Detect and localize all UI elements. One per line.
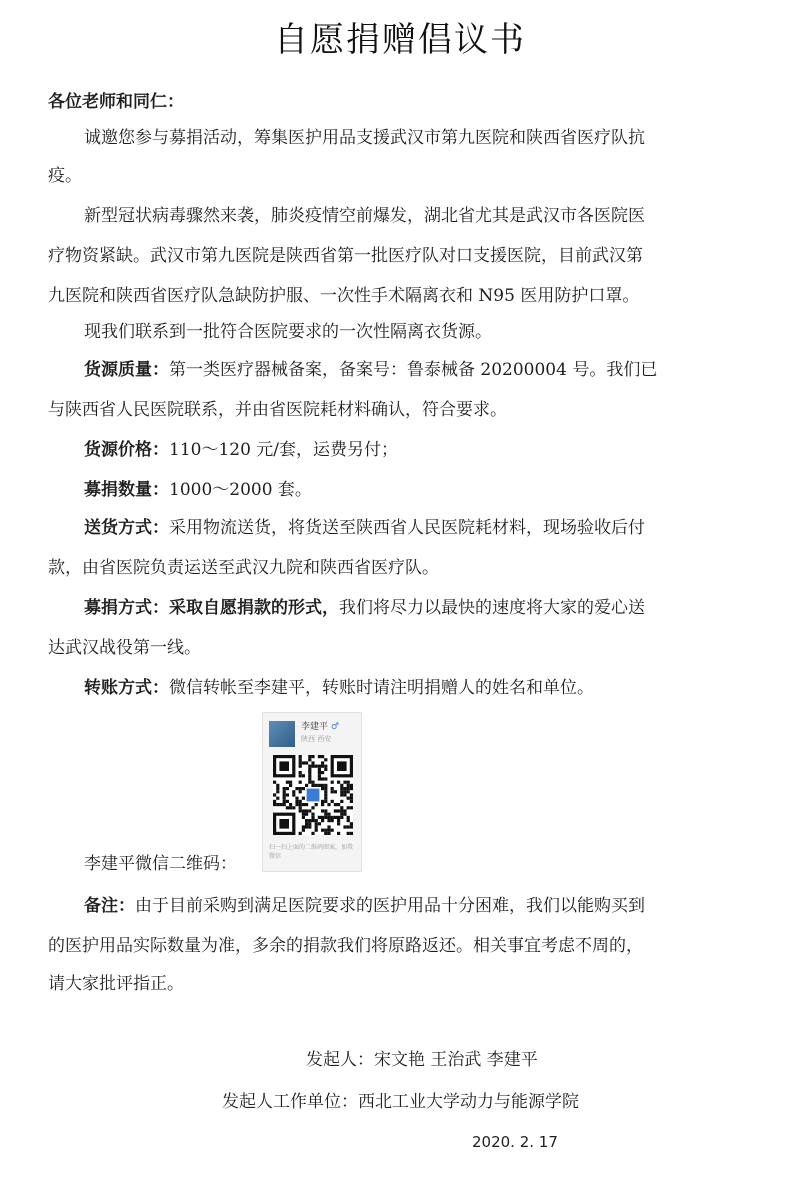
donation-line-2: 达武汉战役第一线。 [48,638,201,658]
qr-code-icon [273,755,353,835]
qr-card-region: 陕西 西安 [301,735,332,743]
transfer-line [48,676,800,700]
price-text: 110～120 元/套，运费另付； [169,440,399,460]
quantity-label: 募捐数量： [84,480,169,500]
salutation: 各位老师和同仁： [48,92,184,112]
paragraph-supply: 现我们联系到一批符合医院要求的一次性隔离衣货源。 [84,322,492,342]
qr-card-name-text: 李建平 [301,722,329,732]
quality-line-1 [48,358,800,382]
initiators: 发起人：宋文艳 王治武 李建平 [306,1050,538,1070]
note-line-3: 请大家批评指正。 [48,974,184,994]
note-label: 备注： [84,896,135,916]
quantity-text: 1000～2000 套。 [169,480,312,500]
quality-label: 货源质量： [84,360,169,380]
paragraph-invite-line-2: 疫。 [48,166,82,186]
date: 2020. 2. 17 [472,1133,558,1151]
quality-line-2: 与陕西省人民医院联系，并由省医院耗材料确认，符合要求。 [48,400,507,420]
qr-card-name [301,721,339,733]
avatar [269,721,295,747]
note-line-1 [48,894,800,918]
wechat-qr-card[interactable] [262,712,362,872]
paragraph-background-line-1: 新型冠状病毒骤然来袭，肺炎疫情空前爆发，湖北省尤其是武汉市各医院医 [84,206,645,226]
quality-text: 第一类医疗器械备案，备案号：鲁泰械备 20200004 号。我们已 [169,360,658,380]
delivery-label: 送货方式： [84,518,169,538]
qr-label: 李建平微信二维码： [84,854,237,874]
note-line-2: 的医护用品实际数量为准，多余的捐款我们将原路返还。相关事宜考虑不周的， [48,936,643,956]
paragraph-background-line-2: 疗物资紧缺。武汉市第九医院是陕西省第一批医疗队对口支援医院，目前武汉第 [48,246,643,266]
paragraph-invite-line-1: 诚邀您参与募捐活动，筹集医护用品支援武汉市第九医院和陕西省医疗队抗 [84,128,645,148]
donation-text: 我们将尽力以最快的速度将大家的爱心送 [339,598,645,618]
paragraph-background-line-3: 九医院和陕西省医疗队急缺防护服、一次性手术隔离衣和 N95 医用防护口罩。 [48,286,640,306]
price-line [48,438,800,462]
delivery-line-1 [48,516,800,540]
delivery-line-2: 款，由省医院负责运送至武汉九院和陕西省医疗队。 [48,558,439,578]
note-text: 由于目前采购到满足医院要求的医护用品十分困难，我们以能购买到 [135,896,645,916]
donation-label: 募捐方式： [84,598,169,618]
price-label: 货源价格： [84,440,169,460]
gender-male-icon: ♂ [330,722,339,732]
initiator-unit: 发起人工作单位：西北工业大学动力与能源学院 [222,1092,579,1112]
document-title: 自愿捐赠倡议书 [274,20,526,60]
qr-card-caption: 扫一扫上面的二维码图案，加我微信 [269,844,354,860]
delivery-text: 采用物流送货，将货送至陕西省人民医院耗材料，现场验收后付 [169,518,645,538]
donation-line-1 [48,596,800,620]
donation-bold-text: 采取自愿捐款的形式， [169,598,339,618]
transfer-label: 转账方式： [84,678,169,698]
quantity-line [48,478,800,502]
transfer-text: 微信转帐至李建平，转账时请注明捐赠人的姓名和单位。 [169,678,594,698]
